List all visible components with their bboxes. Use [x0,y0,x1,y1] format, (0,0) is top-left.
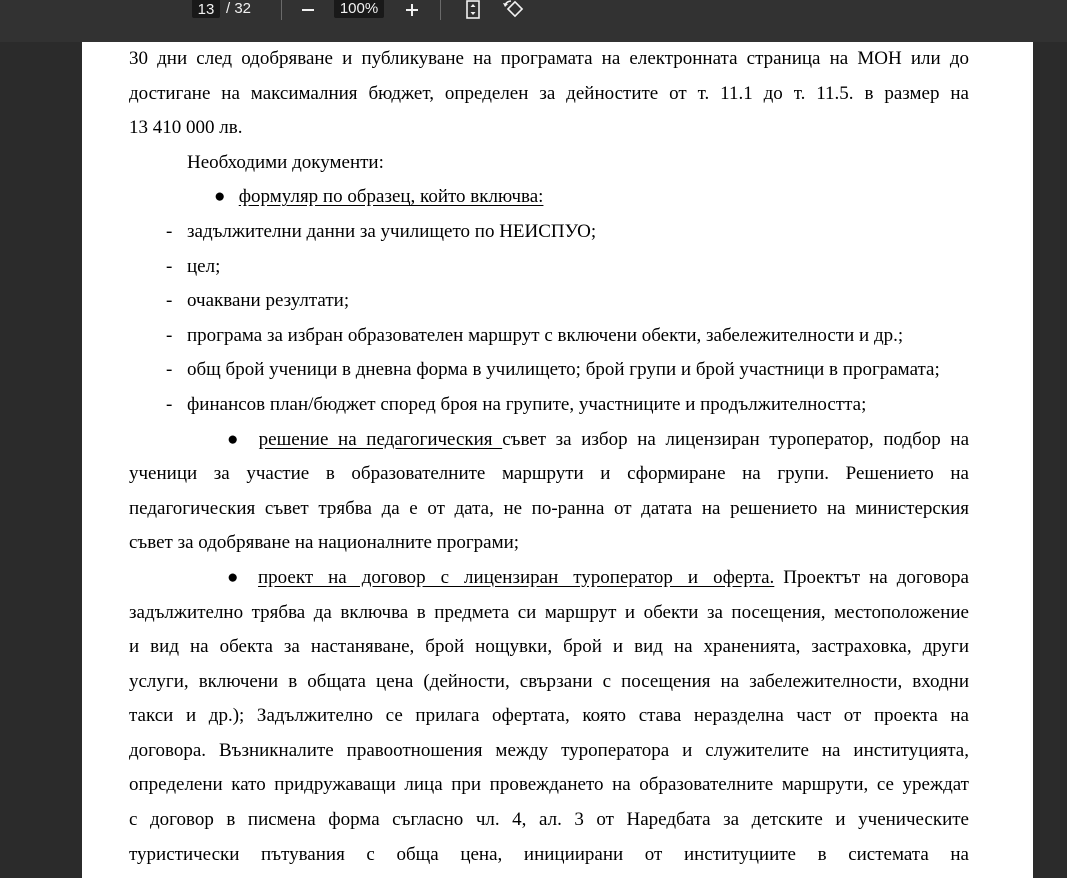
text-line: педагогическия съвет трябва да е от дата, не по-ранна от датата на решението на министерския [129,497,969,519]
page-total: / 32 [226,0,252,17]
bullet-label: формуляр по образец, който включва: [238,186,544,208]
fit-page-button[interactable] [463,0,483,20]
zoom-level[interactable]: 100% [334,0,384,18]
bullet-text: Проектът на договора [774,566,969,588]
text-line: ученици за участие в образователните маршрути и сформиране на групи. Решението на [129,463,969,485]
text-line: с договор в писмена форма съгласно чл. 4, ал. 3 от Наредбата за детските и ученическите [129,809,969,831]
bullet-icon: ● [227,428,239,450]
list-item [129,353,969,388]
list-item [129,284,969,319]
zoom-out-button[interactable] [298,0,318,20]
list-item-text: очаквани резултати; [187,290,350,312]
page-number-input[interactable] [192,0,220,18]
text-line: договора. Възникналите правоотношения между туроператора и служителите на институцията, [129,739,969,761]
list-item [129,561,969,596]
list-item-text: задължителни данни за училището по НЕИСПУО; [187,220,597,242]
list-item [129,423,969,458]
dash-mark: - [166,290,173,312]
toolbar-divider [440,0,441,20]
list-item-text: финансов план/бюджет според броя на групите, участниците и продължителността; [187,393,867,415]
text-line: туристически пътувания с обща цена, инициирани от институциите в системата на [129,843,969,865]
text-line: 13 410 000 лв. [129,117,243,139]
text-line: 30 дни след одобряване и публикуване на програмата на електронната страница на МОН или до [129,48,969,69]
bullet-icon: ● [227,566,239,588]
text-line: задължително трябва да включва в предмета си маршрут и обекти за посещения, местоположение [129,601,969,623]
dash-mark: - [166,220,173,242]
minus-icon [301,3,315,17]
pdf-toolbar [0,0,1067,42]
section-heading: Необходими документи: [187,151,384,173]
list-item [129,215,969,250]
text-line: такси и др.); Задължително се прилага офертата, която става неразделна част от проекта на [129,705,969,727]
text-line: услуги, включени в общата цена (дейности, свързани с посещения на забележителности, входни [129,670,969,692]
text-line: достигане на максималния бюджет, определен за дейностите от т. 11.1 до т. 11.5. в размер на [129,82,969,104]
bullet-text: съвет за избор на лицензиран туроператор, подбор на [502,428,969,450]
text-line: определени като придружаващи лица при провеждането на образователните маршрути, се уреждат [129,774,969,796]
dash-mark: - [166,359,173,381]
list-item-text: общ брой ученици в дневна форма в училището; брой групи и брой участници в програмата; [187,359,940,381]
list-item [129,180,969,215]
document-body [129,42,969,872]
pdf-page [82,42,1033,878]
plus-icon [405,3,419,17]
zoom-in-button[interactable] [402,0,422,20]
bullet-label: проект на договор с лицензиран туроператор и оферта. [258,566,775,588]
dash-mark: - [166,393,173,415]
list-item [129,319,969,354]
list-item [129,250,969,285]
list-item [129,388,969,423]
dash-mark: - [166,255,173,277]
text-line: и вид на обекта за настаняване, брой нощувки, брой и вид на храненията, застраховка, други [129,636,969,658]
list-item-text: цел; [187,255,221,277]
dash-mark: - [166,324,173,346]
list-item-text: програма за избран образователен маршрут с включени обекти, забележителности и др.; [187,324,904,346]
fit-page-icon [465,0,481,20]
rotate-icon [502,0,524,20]
rotate-button[interactable] [502,0,524,20]
text-line: съвет за одобряване на националните програми; [129,532,520,554]
toolbar-divider [281,0,282,20]
bullet-icon: ● [214,186,226,208]
bullet-label: решение на педагогическия [258,428,503,450]
